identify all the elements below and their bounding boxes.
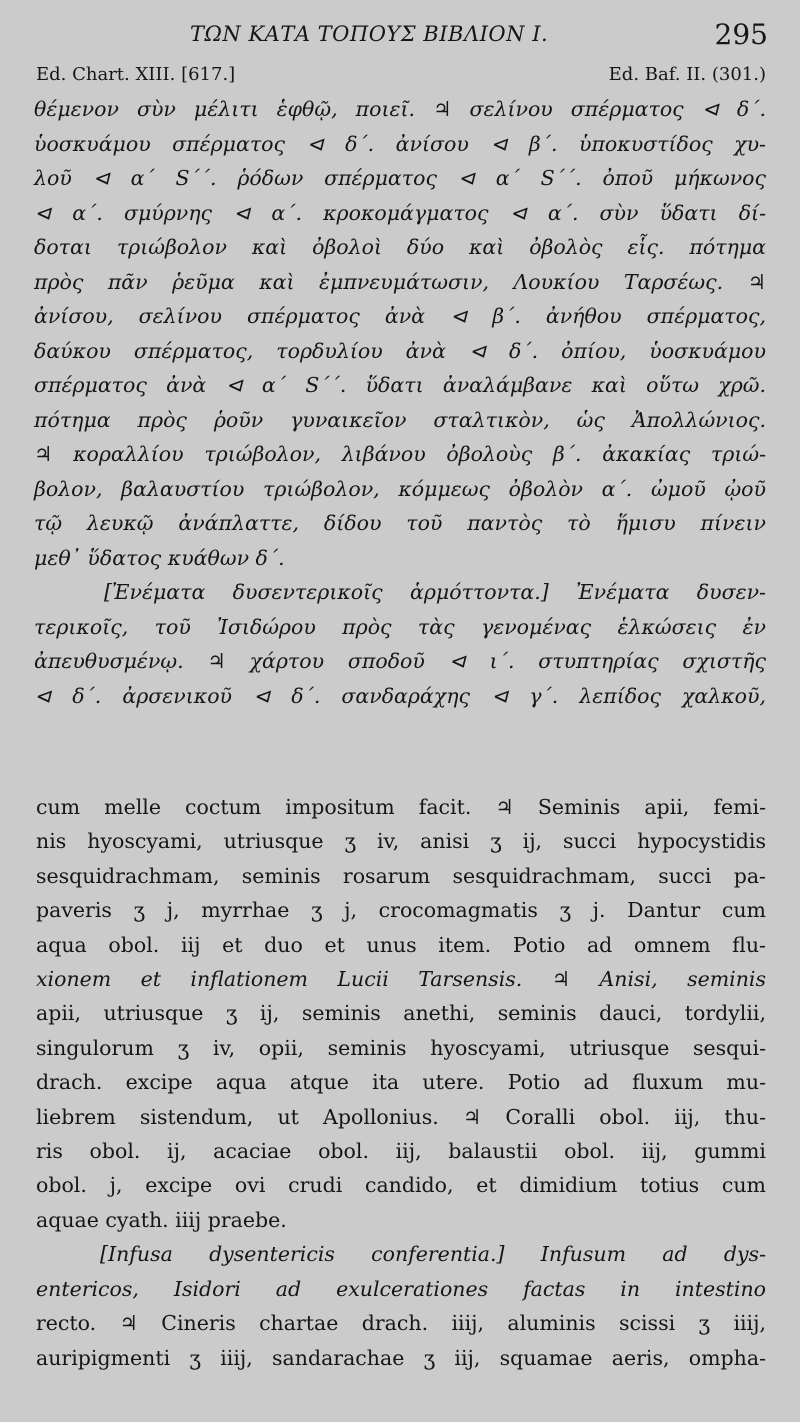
page-number: 295 (714, 18, 768, 51)
greek-line: βολον, βαλαυστίου τριώβολον, κόμμεως ὀβολὸν α΄. ὠμοῦ ᾠοῦ (34, 476, 766, 501)
greek-line: λοῦ ⊲ α΄ S΄΄. ῥόδων σπέρματος ⊲ α΄ S΄΄. ὀποῦ μήκωνος (34, 166, 766, 190)
greek-line: ἀπευθυσμένῳ. ♃ χάρτου σποδοῦ ⊲ ι΄. στυπτηρίας σχιστῆς (34, 649, 766, 673)
greek-line: ὑοσκυάμου σπέρματος ⊲ δ΄. ἀνίσου ⊲ β΄. ὑποκυστίδος χυ- (34, 131, 766, 156)
latin-text-block (36, 790, 766, 1375)
greek-line: ⊲ δ΄. ἀρσενικοῦ ⊲ δ΄. σανδαράχης ⊲ γ΄. λεπίδος χαλκοῦ, (34, 683, 766, 708)
greek-line: τερικοῖς, τοῦ Ἰσιδώρου πρὸς τὰς γενομένας ἑλκώσεις ἐν (34, 614, 766, 639)
latin-line: aquae cyath. iiij praebe. (36, 1207, 287, 1232)
edition-references (36, 64, 766, 90)
latin-section-heading-line: [Infusa dysentericis conferentia.] Infusum ad dys- (100, 1242, 766, 1267)
running-title: ΤΩΝ ΚΑΤΑ ΤΟΠΟΥΣ ΒΙΒΛΙΟΝ Ι. (190, 22, 549, 46)
latin-line: recto. ♃ Cineris chartae drach. iiij, aluminis scissi ʒ iiij, (36, 1311, 766, 1336)
latin-line: auripigmenti ʒ iiij, sandarachae ʒ iij, squamae aeris, ompha- (36, 1345, 766, 1370)
greek-line: ♃ κοραλλίου τριώβολον, λιβάνου ὀβολοὺς β΄. ἀκακίας τριώ- (34, 442, 766, 466)
latin-line: ris obol. ij, acaciae obol. iij, balaustii obol. iij, gummi (36, 1139, 766, 1164)
edition-right: Ed. Baf. II. (301.) (608, 64, 766, 85)
latin-line: apii, utriusque ʒ ij, seminis anethi, seminis dauci, tordylii, (36, 1001, 766, 1026)
latin-line: xionem et inflationem Lucii Tarsensis. ♃ Anisi, seminis (36, 967, 766, 992)
greek-line: μεθ᾽ ὕδατος κυάθων δ΄. (34, 545, 285, 570)
page-header (0, 18, 800, 58)
latin-line: paveris ʒ j, myrrhae ʒ j, crocomagmatis ʒ j. Dantur cum (36, 898, 766, 923)
latin-line: obol. j, excipe ovi crudi candido, et dimidium totius cum (36, 1173, 766, 1198)
latin-line: liebrem sistendum, ut Apollonius. ♃ Coralli obol. iij, thu- (36, 1104, 766, 1129)
latin-line: singulorum ʒ iv, opii, seminis hyoscyami, utriusque sesqui- (36, 1035, 766, 1060)
greek-line: πότημα πρὸς ῥοῦν γυναικεῖον σταλτικὸν, ὡς Ἀπολλώνιος. (34, 407, 766, 432)
latin-line: cum melle coctum impositum facit. ♃ Seminis apii, femi- (36, 795, 766, 819)
greek-line: ⊲ α΄. σμύρνης ⊲ α΄. κροκομάγματος ⊲ α΄. σὺν ὕδατι δί- (34, 200, 766, 225)
edition-left: Ed. Chart. XIII. [617.] (36, 64, 236, 85)
greek-line: δαύκου σπέρματος, τορδυλίου ἀνὰ ⊲ δ΄. ὀπίου, ὑοσκυάμου (34, 338, 766, 363)
latin-line: drach. excipe aqua atque ita utere. Potio ad fluxum mu- (36, 1070, 766, 1095)
latin-line: sesquidrachmam, seminis rosarum sesquidrachmam, succi pa- (36, 863, 766, 888)
latin-line: nis hyoscyami, utriusque ʒ iv, anisi ʒ ij, succi hypocystidis (36, 829, 766, 854)
greek-line: θέμενον σὺν μέλιτι ἑφθῷ, ποιεῖ. ♃ σελίνου σπέρματος ⊲ δ΄. (34, 97, 766, 121)
latin-line: aqua obol. iij et duo et unus item. Potio ad omnem flu- (36, 932, 766, 957)
greek-text-block (34, 92, 766, 713)
greek-line: ἀνίσου, σελίνου σπέρματος ἀνὰ ⊲ β΄. ἀνήθου σπέρματος, (34, 304, 766, 328)
greek-line: τῷ λευκῷ ἀνάπλαττε, δίδου τοῦ παντὸς τὸ ἥμισυ πίνειν (34, 511, 766, 535)
latin-line: entericos, Isidori ad exulcerationes factas in intestino (36, 1276, 766, 1301)
greek-line: δοται τριώβολον καὶ ὀβολοὶ δύο καὶ ὀβολὸς εἷς. πότημα (34, 235, 766, 259)
greek-line: σπέρματος ἀνὰ ⊲ α΄ S΄΄. ὕδατι ἀναλάμβανε καὶ οὕτω χρῶ. (34, 373, 766, 397)
greek-section-heading-line: [Ἐνέματα δυσεντερικοῖς ἁρμόττοντα.] Ἐνέματα δυσεν- (104, 580, 766, 604)
greek-line: πρὸς πᾶν ῥεῦμα καὶ ἐμπνευμάτωσιν, Λουκίου Ταρσέως. ♃ (34, 269, 766, 294)
